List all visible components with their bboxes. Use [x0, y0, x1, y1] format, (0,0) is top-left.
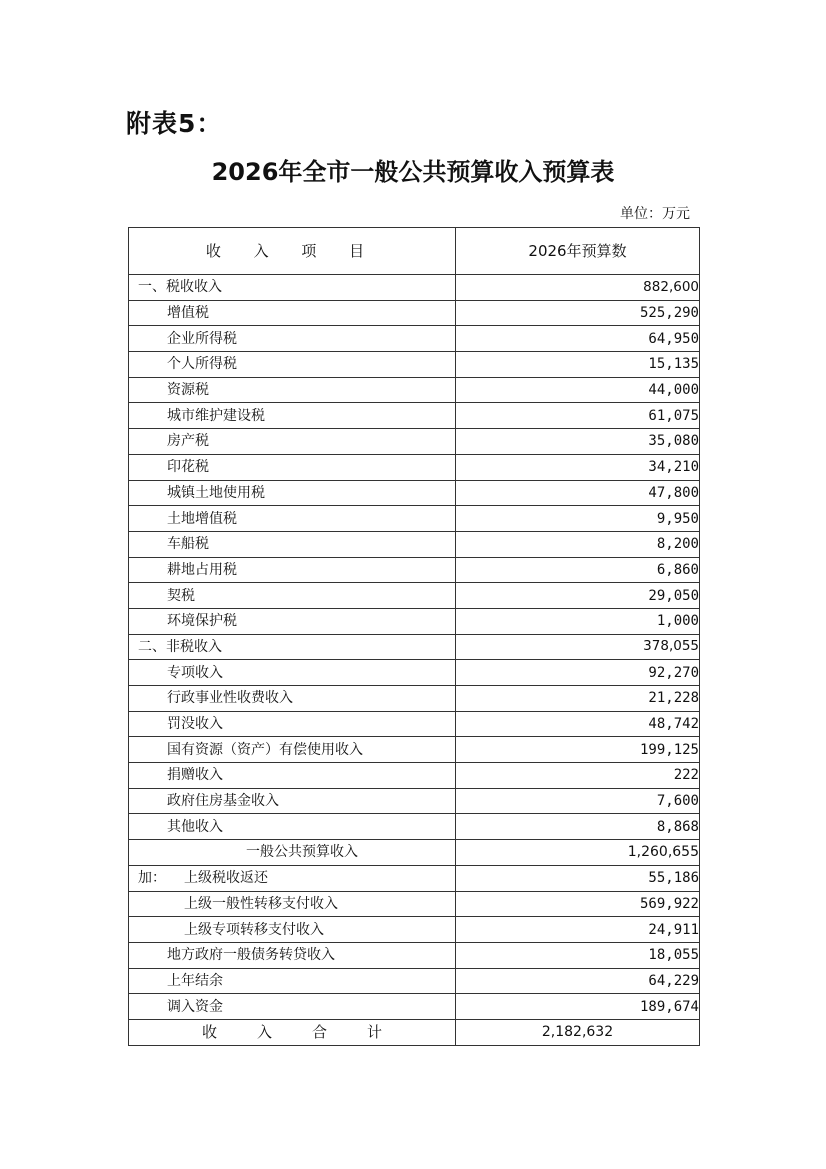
row-value: 18,055 — [456, 942, 700, 968]
table-row — [129, 557, 700, 583]
table-row — [129, 891, 700, 917]
row-value: 92,270 — [456, 660, 700, 686]
row-value: 15,135 — [456, 352, 700, 378]
row-value: 47,800 — [456, 480, 700, 506]
row-label: 城镇土地使用税 — [129, 480, 456, 506]
table-row — [129, 352, 700, 378]
row-value: 378,055 — [456, 634, 700, 660]
table-row — [129, 326, 700, 352]
row-label: 行政事业性收费收入 — [129, 686, 456, 712]
row-label: 车船税 — [129, 531, 456, 557]
row-value: 48,742 — [456, 711, 700, 737]
row-label-cell — [129, 865, 456, 891]
row-value: 34,210 — [456, 454, 700, 480]
row-label: 调入资金 — [129, 994, 456, 1020]
row-value: 64,950 — [456, 326, 700, 352]
table-row — [129, 429, 700, 455]
row-label: 收入合计 — [129, 1019, 456, 1045]
row-value: 199,125 — [456, 737, 700, 763]
table-row — [129, 763, 700, 789]
row-label: 其他收入 — [129, 814, 456, 840]
row-label: 增值税 — [129, 300, 456, 326]
table-row — [129, 737, 700, 763]
row-value: 2,182,632 — [456, 1019, 700, 1045]
row-value: 222 — [456, 763, 700, 789]
row-value: 44,000 — [456, 377, 700, 403]
row-label: 一般公共预算收入 — [129, 840, 456, 866]
row-value: 7,600 — [456, 788, 700, 814]
row-label: 二、非税收入 — [129, 634, 456, 660]
budget-table — [128, 227, 700, 1046]
row-value: 29,050 — [456, 583, 700, 609]
row-value: 64,229 — [456, 968, 700, 994]
row-value: 35,080 — [456, 429, 700, 455]
row-value: 1,000 — [456, 608, 700, 634]
row-value: 525,290 — [456, 300, 700, 326]
general-budget-revenue-row — [129, 840, 700, 866]
row-value: 1,260,655 — [456, 840, 700, 866]
grand-total-row — [129, 1019, 700, 1045]
table-row — [129, 686, 700, 712]
table-row — [129, 454, 700, 480]
row-value: 24,911 — [456, 917, 700, 943]
row-value: 61,075 — [456, 403, 700, 429]
table-row — [129, 814, 700, 840]
row-value: 9,950 — [456, 506, 700, 532]
table-row — [129, 711, 700, 737]
table-row — [129, 865, 700, 891]
tax-revenue-total-row — [129, 275, 700, 301]
row-label: 政府住房基金收入 — [129, 788, 456, 814]
row-label: 一、税收收入 — [129, 275, 456, 301]
table-row — [129, 788, 700, 814]
table-row — [129, 300, 700, 326]
table-row — [129, 377, 700, 403]
row-label: 契税 — [129, 583, 456, 609]
table-row — [129, 942, 700, 968]
table-row — [129, 968, 700, 994]
table-header-row — [129, 228, 700, 275]
row-label: 土地增值税 — [129, 506, 456, 532]
row-value: 21,228 — [456, 686, 700, 712]
row-label: 上年结余 — [129, 968, 456, 994]
row-value: 6,860 — [456, 557, 700, 583]
table-row — [129, 531, 700, 557]
row-label: 地方政府一般债务转贷收入 — [129, 942, 456, 968]
row-label: 上级税收返还 — [184, 870, 268, 887]
column-header-amount: 2026年预算数 — [456, 228, 700, 275]
row-label: 个人所得税 — [129, 352, 456, 378]
row-label: 捐赠收入 — [129, 763, 456, 789]
row-value: 8,868 — [456, 814, 700, 840]
row-value: 882,600 — [456, 275, 700, 301]
row-label: 印花税 — [129, 454, 456, 480]
row-label: 上级专项转移支付收入 — [129, 917, 456, 943]
table-row — [129, 403, 700, 429]
row-value: 569,922 — [456, 891, 700, 917]
row-label: 国有资源（资产）有偿使用收入 — [129, 737, 456, 763]
table-row — [129, 506, 700, 532]
table-row — [129, 583, 700, 609]
table-row — [129, 480, 700, 506]
row-label: 企业所得税 — [129, 326, 456, 352]
table-row — [129, 994, 700, 1020]
row-label: 耕地占用税 — [129, 557, 456, 583]
appendix-label: 附表5： — [126, 109, 223, 138]
table-row — [129, 608, 700, 634]
column-header-item: 收 入 项 目 — [129, 228, 456, 275]
unit-label: 单位：万元 — [620, 206, 690, 222]
row-label: 城市维护建设税 — [129, 403, 456, 429]
row-label: 资源税 — [129, 377, 456, 403]
row-label: 上级一般性转移支付收入 — [129, 891, 456, 917]
row-value: 55,186 — [456, 865, 700, 891]
table-row — [129, 917, 700, 943]
add-prefix: 加： — [138, 870, 166, 887]
row-label: 房产税 — [129, 429, 456, 455]
table-row — [129, 660, 700, 686]
row-label: 罚没收入 — [129, 711, 456, 737]
row-value: 189,674 — [456, 994, 700, 1020]
row-label: 环境保护税 — [129, 608, 456, 634]
row-value: 8,200 — [456, 531, 700, 557]
page-title: 2026年全市一般公共预算收入预算表 — [211, 158, 615, 186]
row-label: 专项收入 — [129, 660, 456, 686]
nontax-revenue-total-row — [129, 634, 700, 660]
